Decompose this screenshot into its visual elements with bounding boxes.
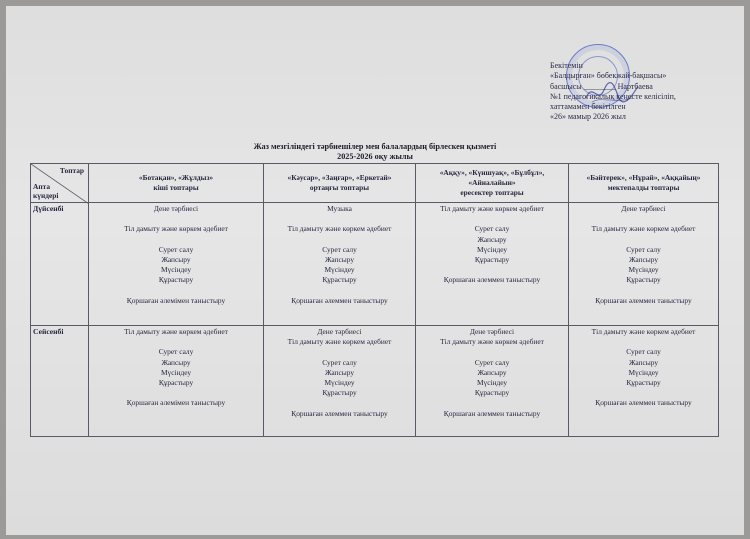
activity-item: Жапсыру [324,254,355,264]
spacer [571,337,716,347]
table-row [31,326,719,437]
table-row [31,203,719,326]
activity-item: Жапсыру [324,367,355,377]
activity-item: Қоршаған әлеммен таныстыру [291,408,388,418]
activity-item: Музыка [327,204,352,213]
activity-item: Құрастыру [474,255,510,264]
document-year: 2025-2026 оқу жылы [337,152,413,161]
activity-item: Дене тәрбиесі [469,327,515,336]
activity-item: Жапсыру [161,254,191,264]
activity-item: Тіл дамыту және көркем әдебиет [591,224,696,234]
activity-cell [89,326,264,437]
activity-cell [264,326,416,437]
spacer [571,388,716,398]
activity-item: Сурет салу [626,347,661,357]
activity-cell [416,203,569,326]
activity-item: Сурет салу [322,244,357,254]
activity-item: Құрастыру [474,388,510,398]
spacer [571,235,716,245]
activity-item: Қоршаған әлемімен таныстыру [126,295,226,305]
spacer [266,286,413,296]
activity-item: Тіл дамыту және көркем әдебиет [124,327,228,336]
activity-item: Дене тәрбиесі [621,204,666,213]
activity-item: Мүсіндеу [324,265,355,275]
document-page [6,6,744,535]
table-header-row [31,164,719,203]
activity-cell [89,203,264,326]
activity-item: Құрастыру [158,378,194,387]
activity-item: Тіл дамыту және көркем әдебиет [287,337,392,347]
approval-block [550,61,720,123]
spacer [266,235,413,245]
spacer [418,265,566,275]
activity-cell [569,326,719,437]
activity-item: Сурет салу [474,357,510,367]
corner-groups-label: Топтар [59,166,84,175]
day-cell: Дүйсенбі [31,203,89,326]
approval-line: басшысы ________ Нартбаева [550,81,653,91]
activity-item: Мүсіндеу [476,378,508,387]
spacer [91,214,261,224]
approval-line: №1 педагогикалық кеңесте келісіліп, [550,91,676,101]
spacer [418,347,566,357]
activity-item: Мүсіндеу [628,367,659,377]
spacer [571,214,716,224]
activity-item: Жапсыру [477,234,507,244]
approval-line: хаттамамен бекітілген [550,102,626,112]
activity-cell [416,326,569,437]
activity-item: Құрастыру [626,378,661,387]
activity-item: Дене тәрбиесі [317,327,362,336]
column-header: «Аққу», «Күншуақ», «Бұлбұл», «Айналайын» ересектер топтары [416,164,569,203]
activity-item: Тіл дамыту және көркем әдебиет [287,224,392,234]
corner-cell [31,164,89,203]
schedule-table [30,163,719,437]
activity-item: Мүсіндеу [324,378,355,387]
activity-item: Жапсыру [477,367,507,377]
spacer [91,388,261,398]
activity-item: Сурет салу [158,347,194,357]
activity-item: Мүсіндеу [628,265,659,275]
activity-item: Мүсіндеу [160,367,192,377]
activity-item: Құрастыру [158,275,194,285]
activity-item: Қоршаған әлемімен таныстыру [126,398,226,408]
activity-item: Тіл дамыту және көркем әдебиет [124,224,228,234]
spacer [266,214,413,224]
activity-item: Құрастыру [626,275,661,285]
activity-cell [569,203,719,326]
spacer [91,337,261,347]
activity-item: Құрастыру [322,388,357,398]
column-header: «Ботақан», «Жұлдыз» кіші топтары [89,164,264,203]
approval-line: «26» мамыр 2026 жыл [550,112,626,122]
activity-item: Жапсыру [628,357,659,367]
activity-item: Қоршаған әлеммен таныстыру [291,295,388,305]
spacer [266,347,413,357]
day-cell: Сейсенбі [31,326,89,437]
activity-item: Тіл дамыту және көркем әдебиет [591,327,696,336]
spacer [91,286,261,296]
approval-line: Бекітемін [550,61,583,70]
activity-item: Тіл дамыту және көркем әдебиет [440,204,544,213]
approval-line: «Балдырған» бөбекжай-бақшасы» [550,71,667,81]
activity-item: Сурет салу [158,244,194,254]
corner-days-label: Апта күндері [33,182,59,200]
activity-item: Құрастыру [322,275,357,285]
activity-item: Сурет салу [322,357,357,367]
spacer [418,398,566,408]
activity-item: Қоршаған әлеммен таныстыру [595,295,692,305]
activity-item: Қоршаған әлеммен таныстыру [443,408,541,418]
spacer [91,235,261,245]
activity-item: Дене тәрбиесі [153,204,199,213]
activity-item: Мүсіндеу [476,244,508,254]
spacer [418,214,566,224]
spacer [571,286,716,296]
activity-item: Сурет салу [626,244,661,254]
activity-item: Сурет салу [474,224,510,234]
activity-cell [264,203,416,326]
activity-item: Қоршаған әлеммен таныстыру [443,275,541,285]
activity-item: Жапсыру [628,254,659,264]
activity-item: Жапсыру [161,357,191,367]
spacer [266,398,413,408]
column-header: «Бәйтерек», «Нұрай», «Аққайың» мектепалды топтары [569,164,719,203]
column-header: «Кәусар», «Заңғар», «Еркетай» ортаңғы топтары [264,164,416,203]
document-title: Жаз мезгіліндегі тәрбиешілер мен балалардың бірлескен қызметі [253,142,497,151]
activity-item: Тіл дамыту және көркем әдебиет [440,337,544,347]
activity-item: Мүсіндеу [160,265,192,275]
activity-item: Қоршаған әлеммен таныстыру [595,398,692,408]
